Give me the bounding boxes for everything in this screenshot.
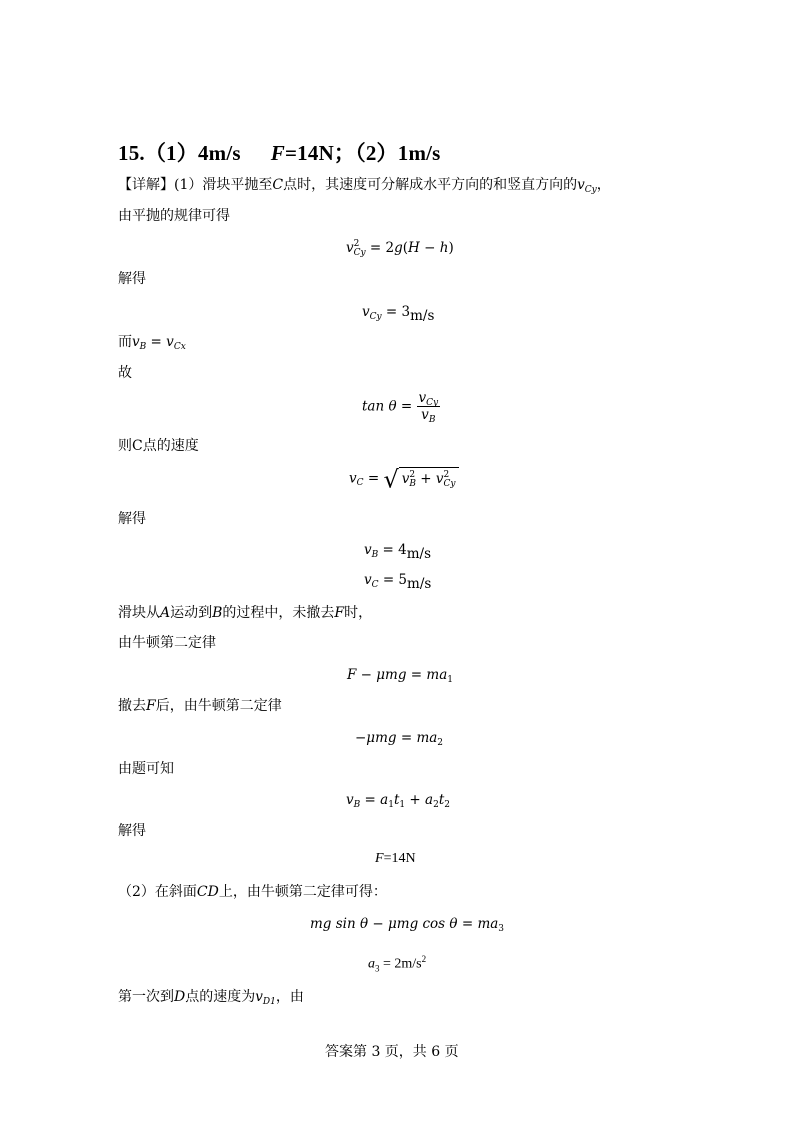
subscript: B xyxy=(409,478,416,489)
subscript: 1 xyxy=(399,800,406,810)
equation-force-result xyxy=(375,851,416,867)
text-line: 由题可知 xyxy=(118,761,174,777)
text: 撤去 xyxy=(118,698,146,714)
var-v: v xyxy=(255,989,263,1005)
text: （2）在斜面 xyxy=(118,884,197,900)
part1-answer: 4m/s xyxy=(197,141,241,165)
math-text: ) xyxy=(448,240,454,256)
equation-1 xyxy=(346,239,454,258)
var-h: h xyxy=(439,240,449,256)
square-root: √ v 2 B + v 2 Cy xyxy=(383,467,458,490)
math-rhs: ma xyxy=(477,916,499,932)
var-g: g xyxy=(394,240,403,256)
equation-vc xyxy=(364,571,431,593)
detail-text: 点时，其速度可分解成水平方向的和竖直方向的 xyxy=(283,177,578,193)
force-answer: =14N； xyxy=(285,141,356,165)
math-text: ( xyxy=(402,240,409,256)
point-label: D xyxy=(174,989,186,1005)
var-v: v xyxy=(364,542,372,558)
subscript: Cy xyxy=(584,185,597,195)
unit: m/s xyxy=(406,546,432,562)
superscript: 2 xyxy=(443,469,450,480)
var-a: a xyxy=(368,956,375,972)
var-t: t xyxy=(393,792,400,808)
text: 运动到 xyxy=(170,605,213,621)
text-line: 由牛顿第二定律 xyxy=(118,635,216,651)
subscript: Cx xyxy=(173,342,186,352)
superscript: 2 xyxy=(353,238,360,249)
var-v: v xyxy=(577,177,585,193)
subscript: 2 xyxy=(437,738,444,748)
var-t: t xyxy=(438,792,445,808)
equation-newton-1 xyxy=(347,666,453,684)
var-v: v xyxy=(346,240,354,256)
superscript: 2 xyxy=(421,954,427,964)
equation-2 xyxy=(362,303,434,325)
subscript: B xyxy=(353,800,361,810)
point-label: B xyxy=(212,605,223,621)
text: 上，由牛顿第二定律可得： xyxy=(218,884,387,900)
var-v: v xyxy=(349,470,357,487)
answer-heading xyxy=(118,137,441,167)
text-line: 解得 xyxy=(118,511,146,527)
part2-label: （2） xyxy=(355,141,398,165)
math-rhs: ma xyxy=(416,730,438,746)
var-v: v xyxy=(362,304,370,320)
var-v: v xyxy=(421,407,429,423)
math-text: − xyxy=(419,240,440,256)
punctuation: ， xyxy=(596,177,611,193)
text-line: 解得 xyxy=(118,271,146,287)
math-text: = xyxy=(396,730,417,746)
math-text: = 5 xyxy=(378,572,408,588)
var-v: v xyxy=(364,572,372,588)
text-line: 解得 xyxy=(118,823,146,839)
detail-text: (1）滑块平抛至 xyxy=(174,177,273,193)
math-text: =14N xyxy=(383,851,416,866)
tan-theta: tan θ xyxy=(362,398,397,415)
subscript: Cy xyxy=(353,247,366,258)
math-text: = xyxy=(396,398,417,415)
equation-vb xyxy=(364,541,431,563)
equation-a3 xyxy=(368,954,426,973)
text: 而 xyxy=(118,334,132,350)
equation-vc-sqrt xyxy=(349,465,459,494)
math-text: = xyxy=(406,667,427,683)
question-number: 15. xyxy=(118,141,145,165)
subscript: 1 xyxy=(447,675,453,685)
math-text: = 3 xyxy=(381,304,411,320)
subscript: 1 xyxy=(388,800,394,810)
equation-tan xyxy=(362,390,440,423)
text: 时， xyxy=(344,605,373,621)
var-F: F xyxy=(375,851,384,866)
fraction xyxy=(417,390,441,423)
subscript: B xyxy=(428,415,436,425)
subscript: C xyxy=(371,580,379,590)
subscript: Cy xyxy=(369,312,382,322)
text: 后，由牛顿第二定律 xyxy=(155,698,282,714)
var-F: F xyxy=(146,698,156,714)
math-text: = xyxy=(360,792,381,808)
var-v: v xyxy=(166,334,174,350)
segment-label: CD xyxy=(196,884,219,900)
text-line: 故 xyxy=(118,365,132,381)
var-a: a xyxy=(380,792,389,808)
unit: m/s xyxy=(407,576,432,592)
text-line: 由平抛的规律可得 xyxy=(118,208,230,224)
subscript: D1 xyxy=(262,997,276,1007)
subscript: Cy xyxy=(426,398,439,408)
part1-label: （1） xyxy=(144,141,198,165)
page-footer: 答案第 3 页，共 6 页 xyxy=(325,1044,459,1060)
math-text: + xyxy=(405,792,426,808)
subscript: Cy xyxy=(443,478,456,489)
var-v: v xyxy=(435,471,444,487)
var-v: v xyxy=(132,334,140,350)
text-line: 则C点的速度 xyxy=(118,438,199,454)
text-line xyxy=(118,697,282,715)
unit: m/s xyxy=(410,308,435,324)
math-text: = xyxy=(457,916,478,932)
text-line xyxy=(118,333,186,351)
math-lhs: F − μmg xyxy=(347,667,407,683)
math-lhs: −μmg xyxy=(355,730,397,746)
text: ，由 xyxy=(275,989,304,1005)
var-H: H xyxy=(408,240,420,256)
text: 的过程中，未撤去 xyxy=(222,605,335,621)
text: 点的速度为 xyxy=(185,989,256,1005)
var-a: a xyxy=(425,792,434,808)
text: 滑块从 xyxy=(118,605,160,621)
text-line xyxy=(118,883,387,901)
subscript: 2 xyxy=(433,800,439,810)
var-v: v xyxy=(346,792,354,808)
text-line xyxy=(118,988,304,1006)
math-text: + xyxy=(416,471,436,487)
subscript: B xyxy=(371,550,379,560)
equation-slope xyxy=(310,915,504,933)
var-F: F xyxy=(334,605,345,621)
part2-answer: 1m/s xyxy=(397,141,441,165)
var-v: v xyxy=(401,471,410,487)
detail-line xyxy=(118,176,611,194)
equation-kinematics xyxy=(346,791,450,809)
math-text: = 2m/s xyxy=(379,956,422,972)
math-lhs: mg sin θ − μmg cos θ xyxy=(310,916,458,932)
point-label: A xyxy=(160,605,171,621)
text: 第一次到 xyxy=(118,989,174,1005)
text-line xyxy=(118,604,372,622)
equation-newton-2 xyxy=(355,729,443,747)
subscript: B xyxy=(139,342,147,352)
var-v: v xyxy=(418,390,427,406)
point-label: C xyxy=(272,177,284,193)
force-symbol: F xyxy=(270,141,285,165)
math-text: = xyxy=(146,334,167,350)
subscript: C xyxy=(356,477,364,488)
superscript: 2 xyxy=(409,469,416,480)
math-rhs: ma xyxy=(426,667,448,683)
subscript: 3 xyxy=(375,963,380,974)
math-text: = 4 xyxy=(378,542,407,558)
detail-tag: 【详解】 xyxy=(118,177,174,193)
math-text: = xyxy=(363,470,384,487)
subscript: 3 xyxy=(498,924,505,934)
subscript: 2 xyxy=(444,800,451,810)
math-text: = 2 xyxy=(365,240,395,256)
